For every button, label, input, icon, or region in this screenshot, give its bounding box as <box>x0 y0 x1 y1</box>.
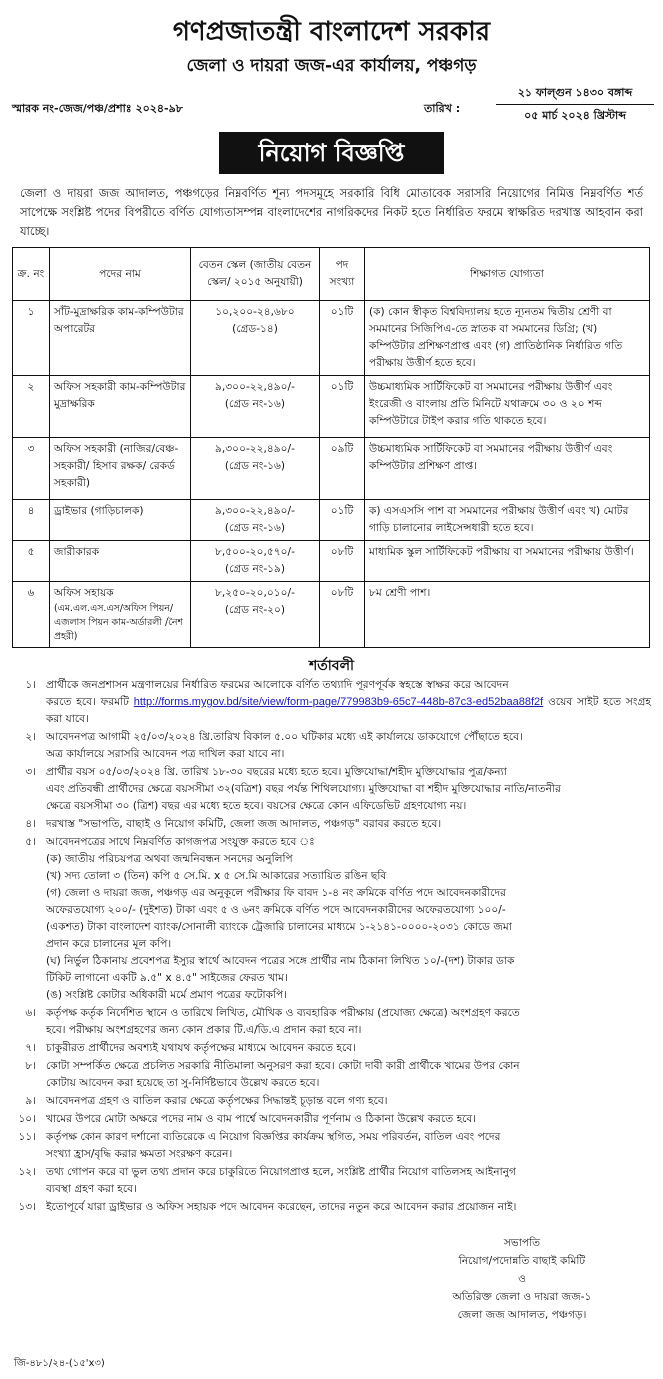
row-qualification: ক) এসএসসি পাশ বা সমমানের পরীক্ষায় উত্তীর্ণ এবং খ) মোটর গাড়ি চালানোর লাইসেন্সধারী হতে হবে। <box>365 500 650 541</box>
term-number: ৮। <box>25 1060 36 1072</box>
term-number: ১। <box>25 679 36 691</box>
term-text <box>46 677 651 728</box>
row-qualification: উচ্চমাধ্যমিক সার্টিফিকেট বা সমমানের পরীক্ষায় উত্তীর্ণ এবং কম্পিউটার প্রশিক্ষণ প্রাপ্ত। <box>365 438 650 500</box>
term-line: (খ) সদ্য তোলা ৩ (তিন) কপি ৫ সে.মি. x ৫ সে.মি আকারের সত্যায়িত রঙিন ছবি <box>46 870 387 882</box>
term-number: ৭। <box>25 1042 36 1054</box>
term-item <box>12 1164 651 1198</box>
term-line: টিকিট লাগানো একটি ৯.৫" x ৪.৫" সাইজের ফেরত খাম। <box>46 972 288 984</box>
row-post-count: ০১টি <box>320 500 365 541</box>
term-number: ১০। <box>18 1113 36 1125</box>
table-row <box>13 376 650 438</box>
row-qualification: (ক) কোন স্বীকৃত বিশ্ববিদ্যালয় হতে ন্যূনতম দ্বিতীয় শ্রেণী বা সমমানের সিজিপিএ-তে স্নাতক বা সমমানের ডিগ্রি; (খ) কম্পিউটার প্রশিক্ষণপ্রাপ্ত এবং (গ) প্রাতিষ্ঠানিক নির্ধারিত গতি পরীক্ষায় উত্তীর্ণ হতে হবে। <box>365 301 650 376</box>
row-qualification: উচ্চমাধ্যমিক সার্টিফিকেট বা সমমানের পরীক্ষায় উত্তীর্ণ এবং ইংরেজী ও বাংলায় প্রতি মিনিটে যথাক্রমে ৩০ ও ২০ শব্দ কম্পিউটারে টাইপ করার গতি থাকতে হবে। <box>365 376 650 438</box>
col-qualification: শিক্ষাগত যোগ্যতা <box>365 248 650 301</box>
term-text <box>46 1040 651 1057</box>
row-serial: ৬ <box>13 582 50 648</box>
row-serial: ৩ <box>13 438 50 500</box>
term-line: আবেদনপত্র আগামী ২৫/০৩/২০২৪ খ্রি.তারিখ বিকাল ৫.০০ ঘটিকার মধ্যে এই কার্যালয়ে ডাকযোগে পৌঁছাতে হবে। <box>46 731 523 743</box>
table-header-row <box>13 248 650 301</box>
term-text <box>46 1199 651 1216</box>
signature-designation: অতিরিক্ত জেলা ও দায়রা জজ-১ <box>452 1291 592 1303</box>
post-name-sub: (এম.এল.এস.এস/অফিস পিয়ন/ এজলাস পিয়ন কাম-অর্ডারলী /নৈশ প্রহরী) <box>54 603 184 642</box>
term-line: হবে। পরীক্ষায় অংশগ্রহণের জন্য কোন প্রকার টি.এ/ডি.এ প্রদান করা হবে না। <box>46 1024 362 1036</box>
term-number: ৩। <box>25 766 36 778</box>
intro-paragraph: জেলা ও দায়রা জজ আদালত, পঞ্চগড়ের নিম্নবর্ণিত শূন্য পদসমূহে সরকারি বিধি মোতাবেক সরাসরি নিয়োগের নিমিত্ত নিম্নবর্ণিত শর্ত সাপেক্ষে সংশ্লিষ্ট পদের বিপরীতে বর্ণিত যোগ্যতাসম্পন্ন বাংলাদেশের নাগরিকদের নিকট হতে নির্ধারিত ফরমে স্বাক্ষরিত দরখাস্ত আহবান করা যাচ্ছে। <box>20 186 643 238</box>
row-post-count: ০৯টি <box>320 438 365 500</box>
date-english: ০৫ মার্চ ২০২৪ খ্রিস্টাব্দ <box>524 109 626 122</box>
term-line: আবেদনপত্র গ্রহণ ও বাতিল করার ক্ষেত্রে কর্তৃপক্ষের সিদ্ধান্তই চূড়ান্ত বলে গণ্য হবে। <box>46 1095 388 1107</box>
term-line: কর্তৃপক্ষ কোন কারণ দর্শানো ব্যতিরেকে এ নিয়োগ বিজ্ঞপ্তির কার্যক্রম স্থগিত, সময় পরিবর্তন, বাতিল এবং পদের <box>46 1131 501 1143</box>
date-box <box>496 82 654 127</box>
term-line: প্রার্থীর বয়স ০৫/০৩/২০২৪ খ্রি. তারিখ ১৮-৩০ বছরের মধ্যে হতে হবে। মুক্তিযোদ্ধা/শহীদ মুক্তিযোদ্ধার পুত্র/কন্যা <box>46 766 507 778</box>
govt-heading: গণপ্রজাতন্ত্রী বাংলাদেশ সরকার <box>172 17 491 47</box>
col-pay-scale: বেতন স্কেল (জাতীয় বেতন স্কেল/ ২০১৫ অনুযায়ী) <box>191 248 320 301</box>
notice-page <box>0 16 663 1379</box>
term-number: ১৩। <box>18 1201 36 1213</box>
term-number: ১২। <box>18 1166 36 1178</box>
term-number: ৬। <box>25 1007 36 1019</box>
row-pay-scale <box>191 500 320 541</box>
row-pay-scale <box>191 582 320 648</box>
term-line: কোটায় আবেদন করা হয়েছে তা সু-নির্দিষ্টভাবে উল্লেখ করতে হবে। <box>46 1077 320 1089</box>
row-post-count: ০১টি <box>320 301 365 376</box>
table-row <box>13 500 650 541</box>
col-serial: ক্র. নং <box>13 248 50 301</box>
term-item <box>12 816 651 833</box>
terms-list <box>12 677 651 1216</box>
row-serial: ১ <box>13 301 50 376</box>
term-line: ক্ষেত্রে বয়সসীমা ৩০ (ত্রিশ) বছর এর মধ্যে হতে হবে। বয়সের ক্ষেত্রে কোন এফিডেভিট গ্রহণযোগ্য নয়। <box>46 800 467 812</box>
term-url-suffix: ওয়েব সাইট হতে সংগ্রহ করা যাবে। <box>46 696 651 725</box>
term-line: (ঙ) সংশ্লিষ্ট কোটার অধিকারী মর্মে প্রমাণ পত্রের ফটোকপি। <box>46 989 288 1001</box>
term-line: (একশত) টাকা বাংলাদেশ ব্যাংক/সোনালী ব্যাংকে ট্রেজারি চালানের মাধ্যমে ১-২১৪১-০০০০-২০৩১ কোডে জমা <box>46 921 512 933</box>
signature-office: জেলা জজ আদালত, পঞ্চগড়। <box>457 1309 587 1321</box>
row-pay-scale <box>191 301 320 376</box>
row-qualification: মাধ্যমিক স্কুল সার্টিফিকেট পরীক্ষায় বা সমমানের পরীক্ষায় উত্তীর্ণ। <box>365 541 650 582</box>
row-serial: ২ <box>13 376 50 438</box>
term-number: ১১। <box>18 1131 36 1143</box>
pay-range: ৮,৫০০-২০,৫৭০/- <box>215 546 295 558</box>
term-line: খামের উপরে মোটা অক্ষরে পদের নাম ও বাম পার্শ্বে আবেদনকারীর পূর্ণনাম ও ঠিকানা উল্লেখ করতে হবে। <box>46 1113 477 1125</box>
term-item <box>12 1005 651 1039</box>
notice-title: নিয়োগ বিজ্ঞপ্তি <box>219 132 445 174</box>
signature-block <box>402 1234 642 1324</box>
term-text <box>46 1005 651 1039</box>
term-item <box>12 764 651 815</box>
term-line: অত্র কার্যালয়ে সরাসরি আবেদন পত্র দাখিল করা যাবে না। <box>46 748 285 760</box>
term-line: সংখ্যা হ্রাস/বৃদ্ধি করার ক্ষমতা সংরক্ষণ করেন। <box>46 1148 233 1160</box>
signature-conjunction: ও <box>518 1273 526 1285</box>
col-post-name: পদের নাম <box>50 248 191 301</box>
term-text <box>46 1164 651 1198</box>
post-name-main: অফিস সহায়ক <box>54 587 114 599</box>
row-post-count: ০৮টি <box>320 582 365 648</box>
term-url-prefix: করতে হবে। ফরমটি <box>46 696 129 708</box>
memo-row <box>12 82 651 126</box>
term-line: (ঘ) নির্ভুল ঠিকানায় প্রবেশপত্র ইস্যুর স্বার্থে আবেদন পত্রের সঙ্গে প্রার্থীর নাম ঠিকানা লিখিত ১০/-(দশ) টাকার ডাক <box>46 955 515 967</box>
term-text <box>46 1093 651 1110</box>
term-line: কর্তৃপক্ষ কর্তৃক নির্দেশিত স্থানে ও তারিখে লিখিত, মৌখিক ও ব্যবহারিক পরীক্ষায় (প্রযোজ্য ক্ষেত্রে) অংশগ্রহণ করতে <box>46 1007 520 1019</box>
term-line: অফেরতযোগ্য ২০০/- (দুইশত) টাকা এবং ৫ ও ৬নং ক্রমিকে বর্ণিত পদে আবেদনকারীদের অফেরতযোগ্য ১০০/- <box>46 904 506 916</box>
term-number: ৪। <box>25 818 36 830</box>
term-line: কোটা সম্পর্কিত ক্ষেত্রে প্রচলিত সরকারি নীতিমালা অনুসরণ করা হবে। কোটা দাবী কারী প্রার্থীকে খামের উপর কোন <box>46 1060 520 1072</box>
term-line: এবং প্রতিবন্ধী প্রার্থীদের ক্ষেত্রে বয়সসীমা ৩২(বত্রিশ) বছর পর্যন্ত শিথিলযোগ্য। মুক্তিযোদ্ধা বা শহীদ মুক্তিযোদ্ধার নাতি/নাতনীর <box>46 783 561 795</box>
signature-role: সভাপতি <box>503 1237 541 1249</box>
pay-grade: (গ্রেড নং-১৬) <box>224 460 286 472</box>
term-text <box>46 764 651 815</box>
term-text <box>46 834 651 1004</box>
footer-reference: জি-৪৮১/২৪-(১৫'x৩) <box>14 1358 105 1369</box>
term-number: ৯। <box>25 1095 36 1107</box>
signature-committee: নিয়োগ/পদোন্নতি বাছাই কমিটি <box>458 1255 586 1267</box>
col-post-count: পদ সংখ্যা <box>320 248 365 301</box>
pay-grade: (গ্রেড নং-২০) <box>224 604 286 616</box>
term-item <box>12 1199 651 1216</box>
row-pay-scale <box>191 376 320 438</box>
row-post-name: জারীকারক <box>50 541 191 582</box>
pay-grade: (গ্রেড নং-১৯) <box>224 563 286 575</box>
row-pay-scale <box>191 438 320 500</box>
row-post-count: ০১টি <box>320 376 365 438</box>
form-link[interactable]: http://forms.mygov.bd/site/view/form-page/779983b9-65c7-448b-87c3-ed52baa88f2f <box>133 696 544 708</box>
term-item <box>12 677 651 728</box>
row-post-name: অফিস সহকারী কাম-কম্পিউটার মুদ্রাক্ষরিক <box>50 376 191 438</box>
row-post-name: ড্রাইভার (গাড়িচালক) <box>50 500 191 541</box>
term-text <box>46 1111 651 1128</box>
term-item <box>12 1129 651 1163</box>
posts-table <box>12 247 650 648</box>
pay-grade: (গ্রেড-১৪) <box>232 323 278 335</box>
pay-range: ৯,৩০০-২২,৪৯০/- <box>215 505 295 517</box>
term-item <box>12 729 651 763</box>
term-line: চাকুরীরত প্রার্থীদের অবশ্যই যথাযথ কর্তৃপক্ষের মাধ্যমে আবেদন করতে হবে। <box>46 1042 356 1054</box>
pay-grade: (গ্রেড নং-১৬) <box>224 522 286 534</box>
term-line: ব্যবস্থা গ্রহণ করা হবে। <box>46 1183 137 1195</box>
term-line: প্রদান করে চালানের মূল কপি। <box>46 938 172 950</box>
term-line: (ক) জাতীয় পরিচয়পত্র অথবা জন্মনিবন্ধন সনদের অনুলিপি <box>46 853 293 865</box>
pay-grade: (গ্রেড নং-১৬) <box>224 398 286 410</box>
term-text <box>46 1129 651 1163</box>
terms-heading: শর্তাবলী <box>308 658 355 674</box>
term-text <box>46 816 651 833</box>
row-post-name: সাঁট-মুদ্রাক্ষরিক কাম-কম্পিউটার অপারেটর <box>50 301 191 376</box>
table-row <box>13 541 650 582</box>
term-line <box>46 694 651 728</box>
row-pay-scale <box>191 541 320 582</box>
term-item <box>12 1111 651 1128</box>
title-wrap <box>12 132 651 174</box>
row-post-count: ০৮টি <box>320 541 365 582</box>
table-row <box>13 438 650 500</box>
term-number: ৫। <box>25 836 36 848</box>
term-line: আবেদনপত্রের সাথে নিম্নবর্ণিত কাগজপত্র সংযুক্ত করতে হবে ঃ <box>46 836 315 848</box>
term-item <box>12 1093 651 1110</box>
pay-range: ৮,২৫০-২০,০১০/- <box>215 587 295 599</box>
term-line: ইতোপূর্বে যারা ড্রাইভার ও অফিস সহায়ক পদে আবেদন করেছেন, তাদের নতুন করে আবেদন করার প্রয়োজন নাই। <box>46 1201 517 1213</box>
term-line: দরখাস্ত "সভাপতি, বাছাই ও নিয়োগ কমিটি, জেলা জজ আদালত, পঞ্চগড়" বরাবর করতে হবে। <box>46 818 442 830</box>
pay-range: ৯,৩০০-২২,৪৯০/- <box>215 381 295 393</box>
row-post-name: অফিস সহকারী (নাজির/বেঞ্চ-সহকারী/ হিসাব রক্ষক/ রেকর্ড সহকারী) <box>50 438 191 500</box>
table-row <box>13 301 650 376</box>
pay-range: ৯,৩০০-২২,৪৯০/- <box>215 443 295 455</box>
term-line: প্রার্থীকে জনপ্রশাসন মন্ত্রণালয়ের নির্ধারিত ফরমের আলোকে বর্ণিত তথ্যাদি পূরণপূর্বক স্বহস্তে স্বাক্ষর করে আবেদন <box>46 679 509 691</box>
term-line: (গ) জেলা ও দায়রা জজ, পঞ্চগড় এর অনুকূলে পরীক্ষার ফি বাবদ ১-৪ নং ক্রমিকে বর্ণিত পদে আবেদনকারীদের <box>46 887 506 899</box>
row-post-name <box>50 582 191 648</box>
row-serial: ৫ <box>13 541 50 582</box>
row-qualification: ৮ম শ্রেণী পাশ। <box>365 582 650 648</box>
pay-range: ১০,২০০-২৪,৬৮০ <box>215 306 295 318</box>
row-serial: ৪ <box>13 500 50 541</box>
term-item <box>12 1058 651 1092</box>
term-text <box>46 729 651 763</box>
term-item <box>12 834 651 1004</box>
term-item <box>12 1040 651 1057</box>
term-text <box>46 1058 651 1092</box>
term-line: তথ্য গোপন করে বা ভুল তথ্য প্রদান করে চাকুরিতে নিয়োগপ্রাপ্ত হলে, সংশ্লিষ্ট প্রার্থীর নিয়োগ বাতিলসহ আইনানুগ <box>46 1166 516 1178</box>
table-row <box>13 582 650 648</box>
term-number: ২। <box>25 731 36 743</box>
date-label: তারিখ : <box>424 102 461 115</box>
memo-number: স্মারক নং-জেজ/পঞ্চ/প্রশাঃ ২০২৪-৯৮ <box>12 102 183 115</box>
office-heading: জেলা ও দায়রা জজ-এর কার্যালয়, পঞ্চগড় <box>186 56 477 76</box>
date-bangla: ২১ ফাল্গুন ১৪৩০ বঙ্গাব্দ <box>496 82 654 105</box>
